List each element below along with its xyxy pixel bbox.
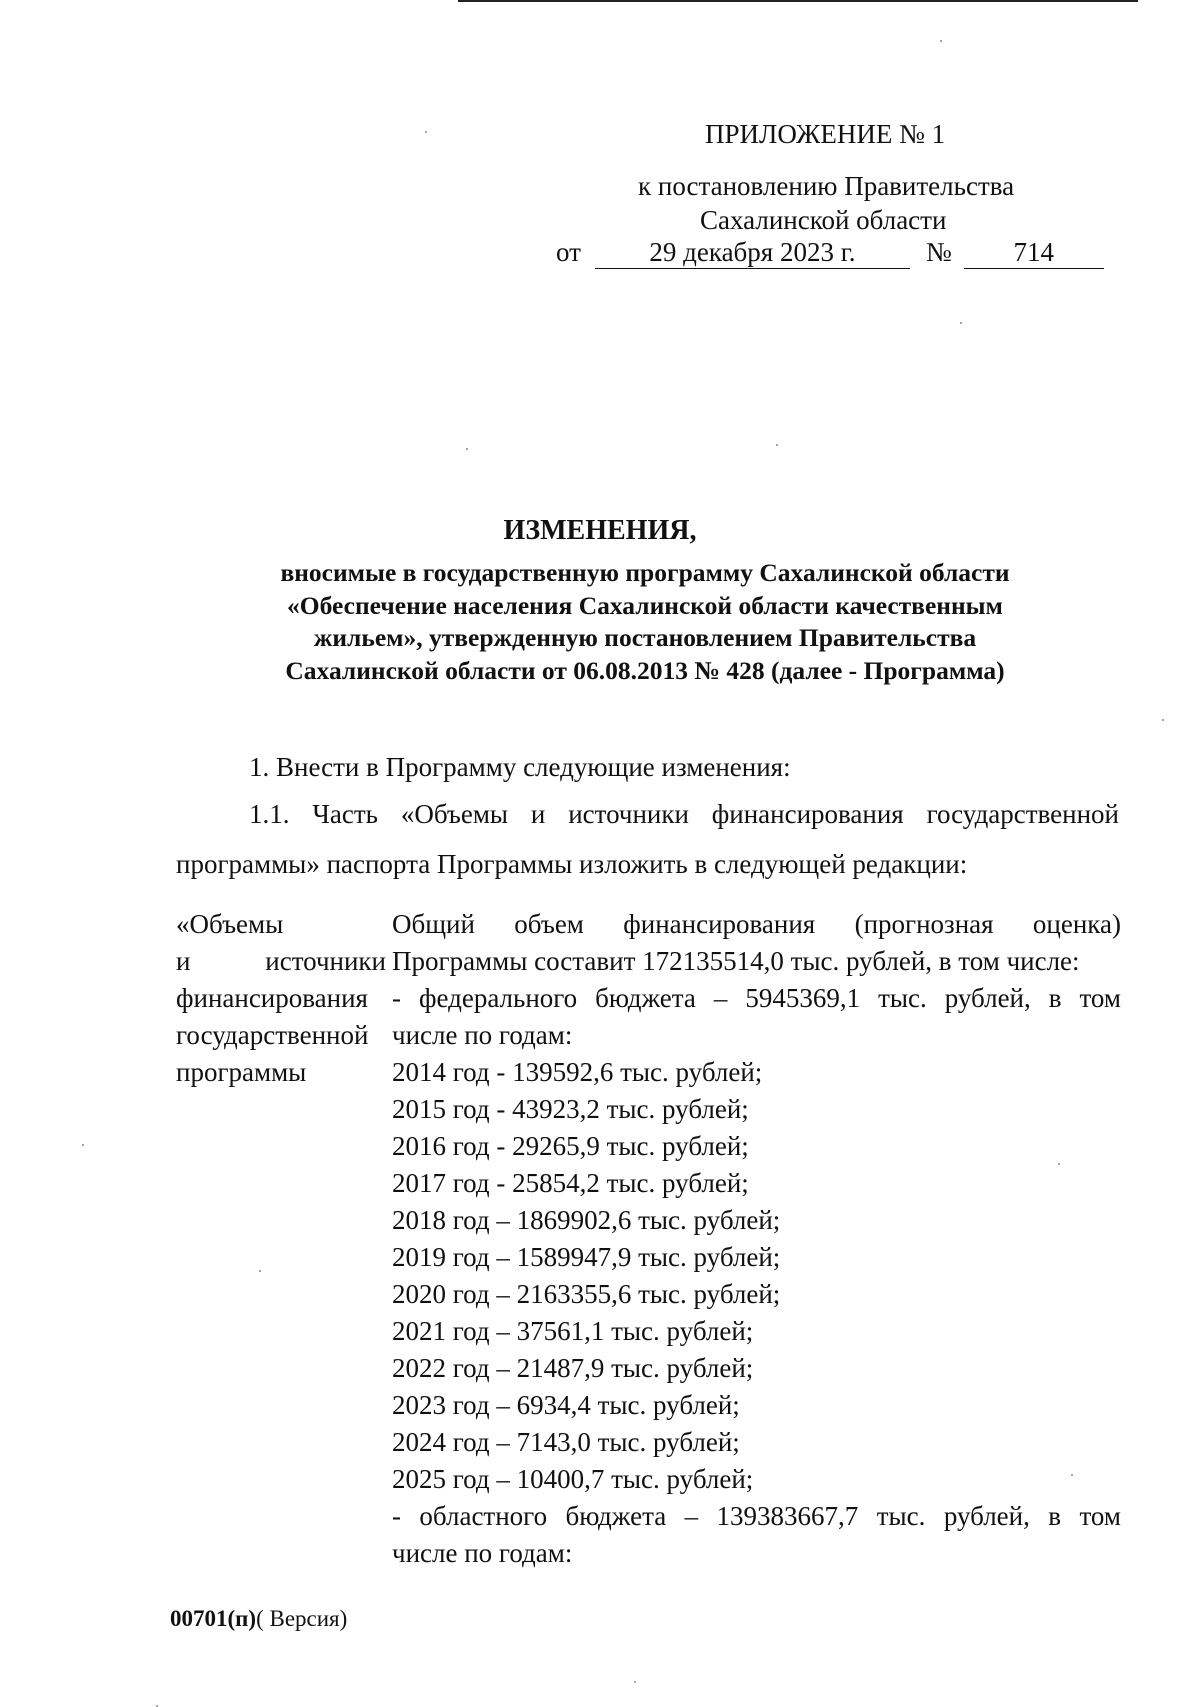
scan-speck — [425, 131, 427, 133]
year-line: 2017 год - 25854,2 тыс. рублей; — [392, 1168, 749, 1198]
year-line: 2022 год – 21487,9 тыс. рублей; — [392, 1353, 754, 1383]
appendix-title: ПРИЛОЖЕНИЕ № 1 — [705, 119, 946, 149]
year-line: 2015 год - 43923,2 тыс. рублей; — [392, 1094, 749, 1124]
subtitle-line: вносимые в государственную программу Сахалинской области — [280, 558, 1010, 587]
appendix-date-row — [556, 236, 1104, 269]
number-label: № — [925, 237, 952, 267]
year-line: 2021 год – 37561,1 тыс. рублей; — [392, 1316, 754, 1346]
label-line: программы — [176, 1057, 307, 1087]
label-line: и источники — [176, 946, 386, 976]
document-version: ( Версия) — [256, 1606, 348, 1631]
value-line: Программы составит 172135514,0 тыс. рублей, в том числе: — [392, 946, 1080, 976]
label-line: «Объемы — [176, 909, 284, 939]
item-1-1-paragraph: 1.1. Часть «Объемы и источники финансирования государственной — [249, 799, 1119, 829]
scan-speck — [259, 1270, 261, 1272]
subtitle-line: «Обеспечение населения Сахалинской области качественным — [287, 590, 1003, 620]
from-label: от — [556, 237, 581, 267]
document-footer — [170, 1605, 347, 1633]
year-line: 2025 год – 10400,7 тыс. рублей; — [392, 1464, 754, 1494]
scan-speck — [466, 448, 468, 450]
year-line: 2024 год – 7143,0 тыс. рублей; — [392, 1427, 740, 1457]
scan-speck — [1058, 1163, 1060, 1165]
item-1-paragraph: 1. Внести в Программу следующие изменения: — [249, 752, 791, 782]
value-line: Общий объем финансирования (прогнозная оценка) — [392, 909, 1121, 939]
document-code: 00701(п) — [170, 1606, 257, 1631]
resolution-date: 29 декабря 2023 г. — [595, 236, 910, 269]
appendix-resolution-line: к постановлению Правительства — [638, 171, 1015, 201]
value-line: - областного бюджета – 139383667,7 тыс. рублей, в том — [392, 1501, 1121, 1531]
value-line: - федерального бюджета – 5945369,1 тыс. рублей, в том — [392, 983, 1121, 1013]
item-1-1-continuation: программы» паспорта Программы изложить в следующей редакции: — [176, 849, 968, 879]
top-border-line — [458, 0, 1138, 2]
value-line: числе по годам: — [392, 1020, 573, 1050]
scan-speck — [1071, 1474, 1073, 1476]
year-line: 2018 год – 1869902,6 тыс. рублей; — [392, 1205, 781, 1235]
year-line: 2023 год – 6934,4 тыс. рублей; — [392, 1390, 740, 1420]
appendix-region-line: Сахалинской области — [700, 205, 947, 235]
resolution-number: 714 — [964, 236, 1104, 269]
subtitle-line: жильем», утвержденную постановлением Правительства — [313, 623, 977, 652]
year-line: 2020 год – 2163355,6 тыс. рублей; — [392, 1279, 781, 1309]
label-line: государственной — [176, 1020, 369, 1050]
value-line: числе по годам: — [392, 1538, 573, 1568]
subtitle-line: Сахалинской области от 06.08.2013 № 428 (далее - Программа) — [285, 655, 1005, 685]
year-line: 2019 год – 1589947,9 тыс. рублей; — [392, 1242, 781, 1272]
document-subtitle — [230, 557, 1060, 687]
scan-speck — [960, 322, 962, 324]
scan-speck — [1162, 719, 1164, 721]
scan-speck — [940, 40, 942, 42]
document-title: ИЗМЕНЕНИЯ, — [503, 515, 697, 546]
financing-value-column — [392, 906, 1121, 1572]
label-line: финансирования — [176, 983, 368, 1013]
financing-label-column — [176, 906, 386, 1091]
scan-speck — [634, 1681, 636, 1683]
year-line: 2014 год - 139592,6 тыс. рублей; — [392, 1057, 763, 1087]
scan-speck — [82, 1144, 84, 1146]
year-line: 2016 год - 29265,9 тыс. рублей; — [392, 1131, 749, 1161]
scan-speck — [776, 444, 778, 446]
